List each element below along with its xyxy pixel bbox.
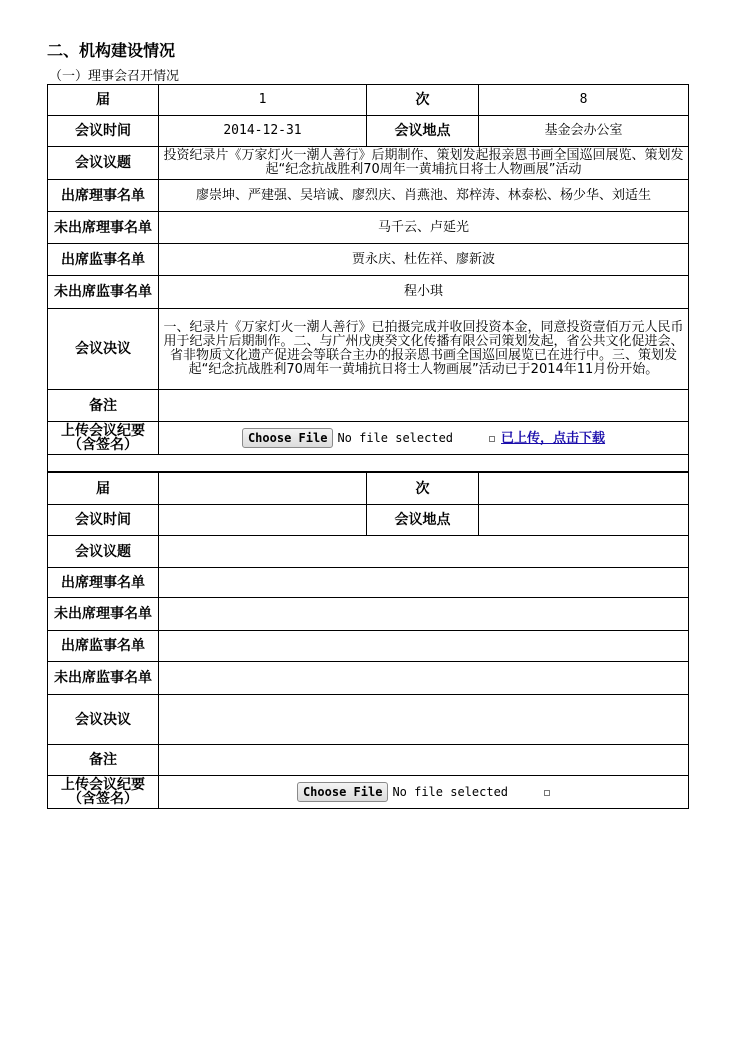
absent-directors-value: [159, 598, 689, 631]
resolution-value: [159, 695, 689, 745]
upload-label: 上传会议纪要（含签名）: [48, 422, 159, 455]
topic-label: 会议议题: [48, 536, 159, 568]
present-directors-value: [159, 568, 689, 598]
sub-title: （一）理事会召开情况: [49, 69, 180, 84]
meeting-place-label: 会议地点: [367, 116, 479, 147]
remarks-label: 备注: [48, 745, 159, 776]
file-status: No file selected: [392, 785, 509, 799]
choose-file-button[interactable]: Choose File: [297, 782, 388, 802]
choose-file-button[interactable]: Choose File: [242, 428, 333, 448]
present-supervisors-value: [159, 631, 689, 662]
number-label: 次: [367, 85, 479, 116]
topic-value: 投资纪录片《万家灯火一潮人善行》后期制作、策划发起报亲恩书画全国巡回展览、策划发起“纪念抗战胜利70周年一黄埔抗日将士人物画展”活动: [159, 147, 689, 180]
upload-cell: [159, 776, 689, 809]
meeting-time-label: 会议时间: [48, 116, 159, 147]
meeting-table-1: [47, 84, 689, 472]
present-supervisors-label: 出席监事名单: [48, 631, 159, 662]
spacer-row: [48, 455, 689, 472]
session-value: 1: [159, 85, 367, 116]
remarks-value: [159, 390, 689, 422]
absent-directors-label: 未出席理事名单: [48, 598, 159, 631]
file-status: No file selected: [337, 431, 454, 445]
present-supervisors-label: 出席监事名单: [48, 244, 159, 276]
session-label: 届: [48, 85, 159, 116]
meeting-time-value: [159, 505, 367, 536]
checkbox-icon: [544, 790, 550, 796]
absent-supervisors-label: 未出席监事名单: [48, 276, 159, 309]
present-supervisors-value: 贾永庆、杜佐祥、廖新波: [159, 244, 689, 276]
absent-supervisors-label: 未出席监事名单: [48, 662, 159, 695]
meeting-time-label: 会议时间: [48, 505, 159, 536]
remarks-value: [159, 745, 689, 776]
remarks-label: 备注: [48, 390, 159, 422]
absent-supervisors-value: 程小琪: [159, 276, 689, 309]
absent-supervisors-value: [159, 662, 689, 695]
topic-value: [159, 536, 689, 568]
section-title: 二、机构建设情况: [47, 41, 176, 60]
number-label: 次: [367, 473, 479, 505]
resolution-value: 一、纪录片《万家灯火一潮人善行》已拍摄完成并收回投资本金，同意投资壹佰万元人民币用于纪录片后期制作。二、与广州戊庚癸文化传播有限公司策划发起，省公共文化促进会、省非物质文化遗产促进会等联合主办的报亲恩书画全国巡回展览已在进行中。三、策划发起“纪念抗战胜利70周年一黄埔抗日将士人物画展”活动已于2014年11月份开始。: [159, 309, 689, 390]
upload-cell: [159, 422, 689, 455]
number-value: 8: [479, 85, 689, 116]
download-link[interactable]: 已上传，点击下载: [501, 431, 606, 446]
absent-directors-label: 未出席理事名单: [48, 212, 159, 244]
present-directors-value: 廖崇坤、严建强、吴培诚、廖烈庆、肖燕池、郑梓涛、林泰松、杨少华、刘适生: [159, 180, 689, 212]
meeting-place-value: [479, 505, 689, 536]
upload-label: 上传会议纪要（含签名）: [48, 776, 159, 809]
checkbox-icon: [489, 436, 495, 442]
topic-label: 会议议题: [48, 147, 159, 180]
session-value: [159, 473, 367, 505]
present-directors-label: 出席理事名单: [48, 568, 159, 598]
number-value: [479, 473, 689, 505]
meeting-table-2: [47, 472, 689, 809]
session-label: 届: [48, 473, 159, 505]
resolution-label: 会议决议: [48, 309, 159, 390]
meeting-time-value: 2014-12-31: [159, 116, 367, 147]
present-directors-label: 出席理事名单: [48, 180, 159, 212]
resolution-label: 会议决议: [48, 695, 159, 745]
meeting-place-value: 基金会办公室: [479, 116, 689, 147]
meeting-place-label: 会议地点: [367, 505, 479, 536]
absent-directors-value: 马千云、卢延光: [159, 212, 689, 244]
